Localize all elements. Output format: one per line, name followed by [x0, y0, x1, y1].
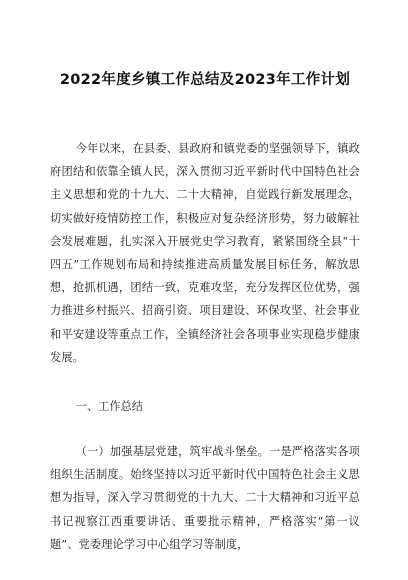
intro-paragraph: 今年以来，在县委、县政府和镇党委的坚强领导下，镇政府团结和依靠全镇人民，深入贯彻习近平新时代中国特色社会主义思想和党的十九大、二十大精神，自觉践行新发展理念，切实做好疫情防控工作，积极应对复杂经济形势，努力破解社会发展难题，扎实深入开展党史学习教育，紧紧围绕全县“十四五”工作规划布局和持续推进高质量发展目标任务，解放思想，抢抓机遇，团结一致，克难攻坚，充分发挥区位优势，强力推进乡村振兴、招商引资、项目建设、环保攻坚、社会事业和平安建设等重点工作，全镇经济社会各项事业实现稳步健康发展。	[50, 142, 360, 364]
section-heading: 一、工作总结	[75, 400, 143, 414]
section-paragraph: （一）加强基层党建，筑牢战斗堡垒。一是严格落实各项组织生活制度。始终坚持以习近平新时代中国特色社会主义思想为指导，深入学习贯彻党的十九大、二十大精神和习近平总书记视察江西重要讲话、重要批示精神，严格落实“第一议题”、党委理论学习中心组学习等制度，	[50, 445, 360, 551]
document-title: 2022年度乡镇工作总结及2023年工作计划	[59, 72, 351, 88]
